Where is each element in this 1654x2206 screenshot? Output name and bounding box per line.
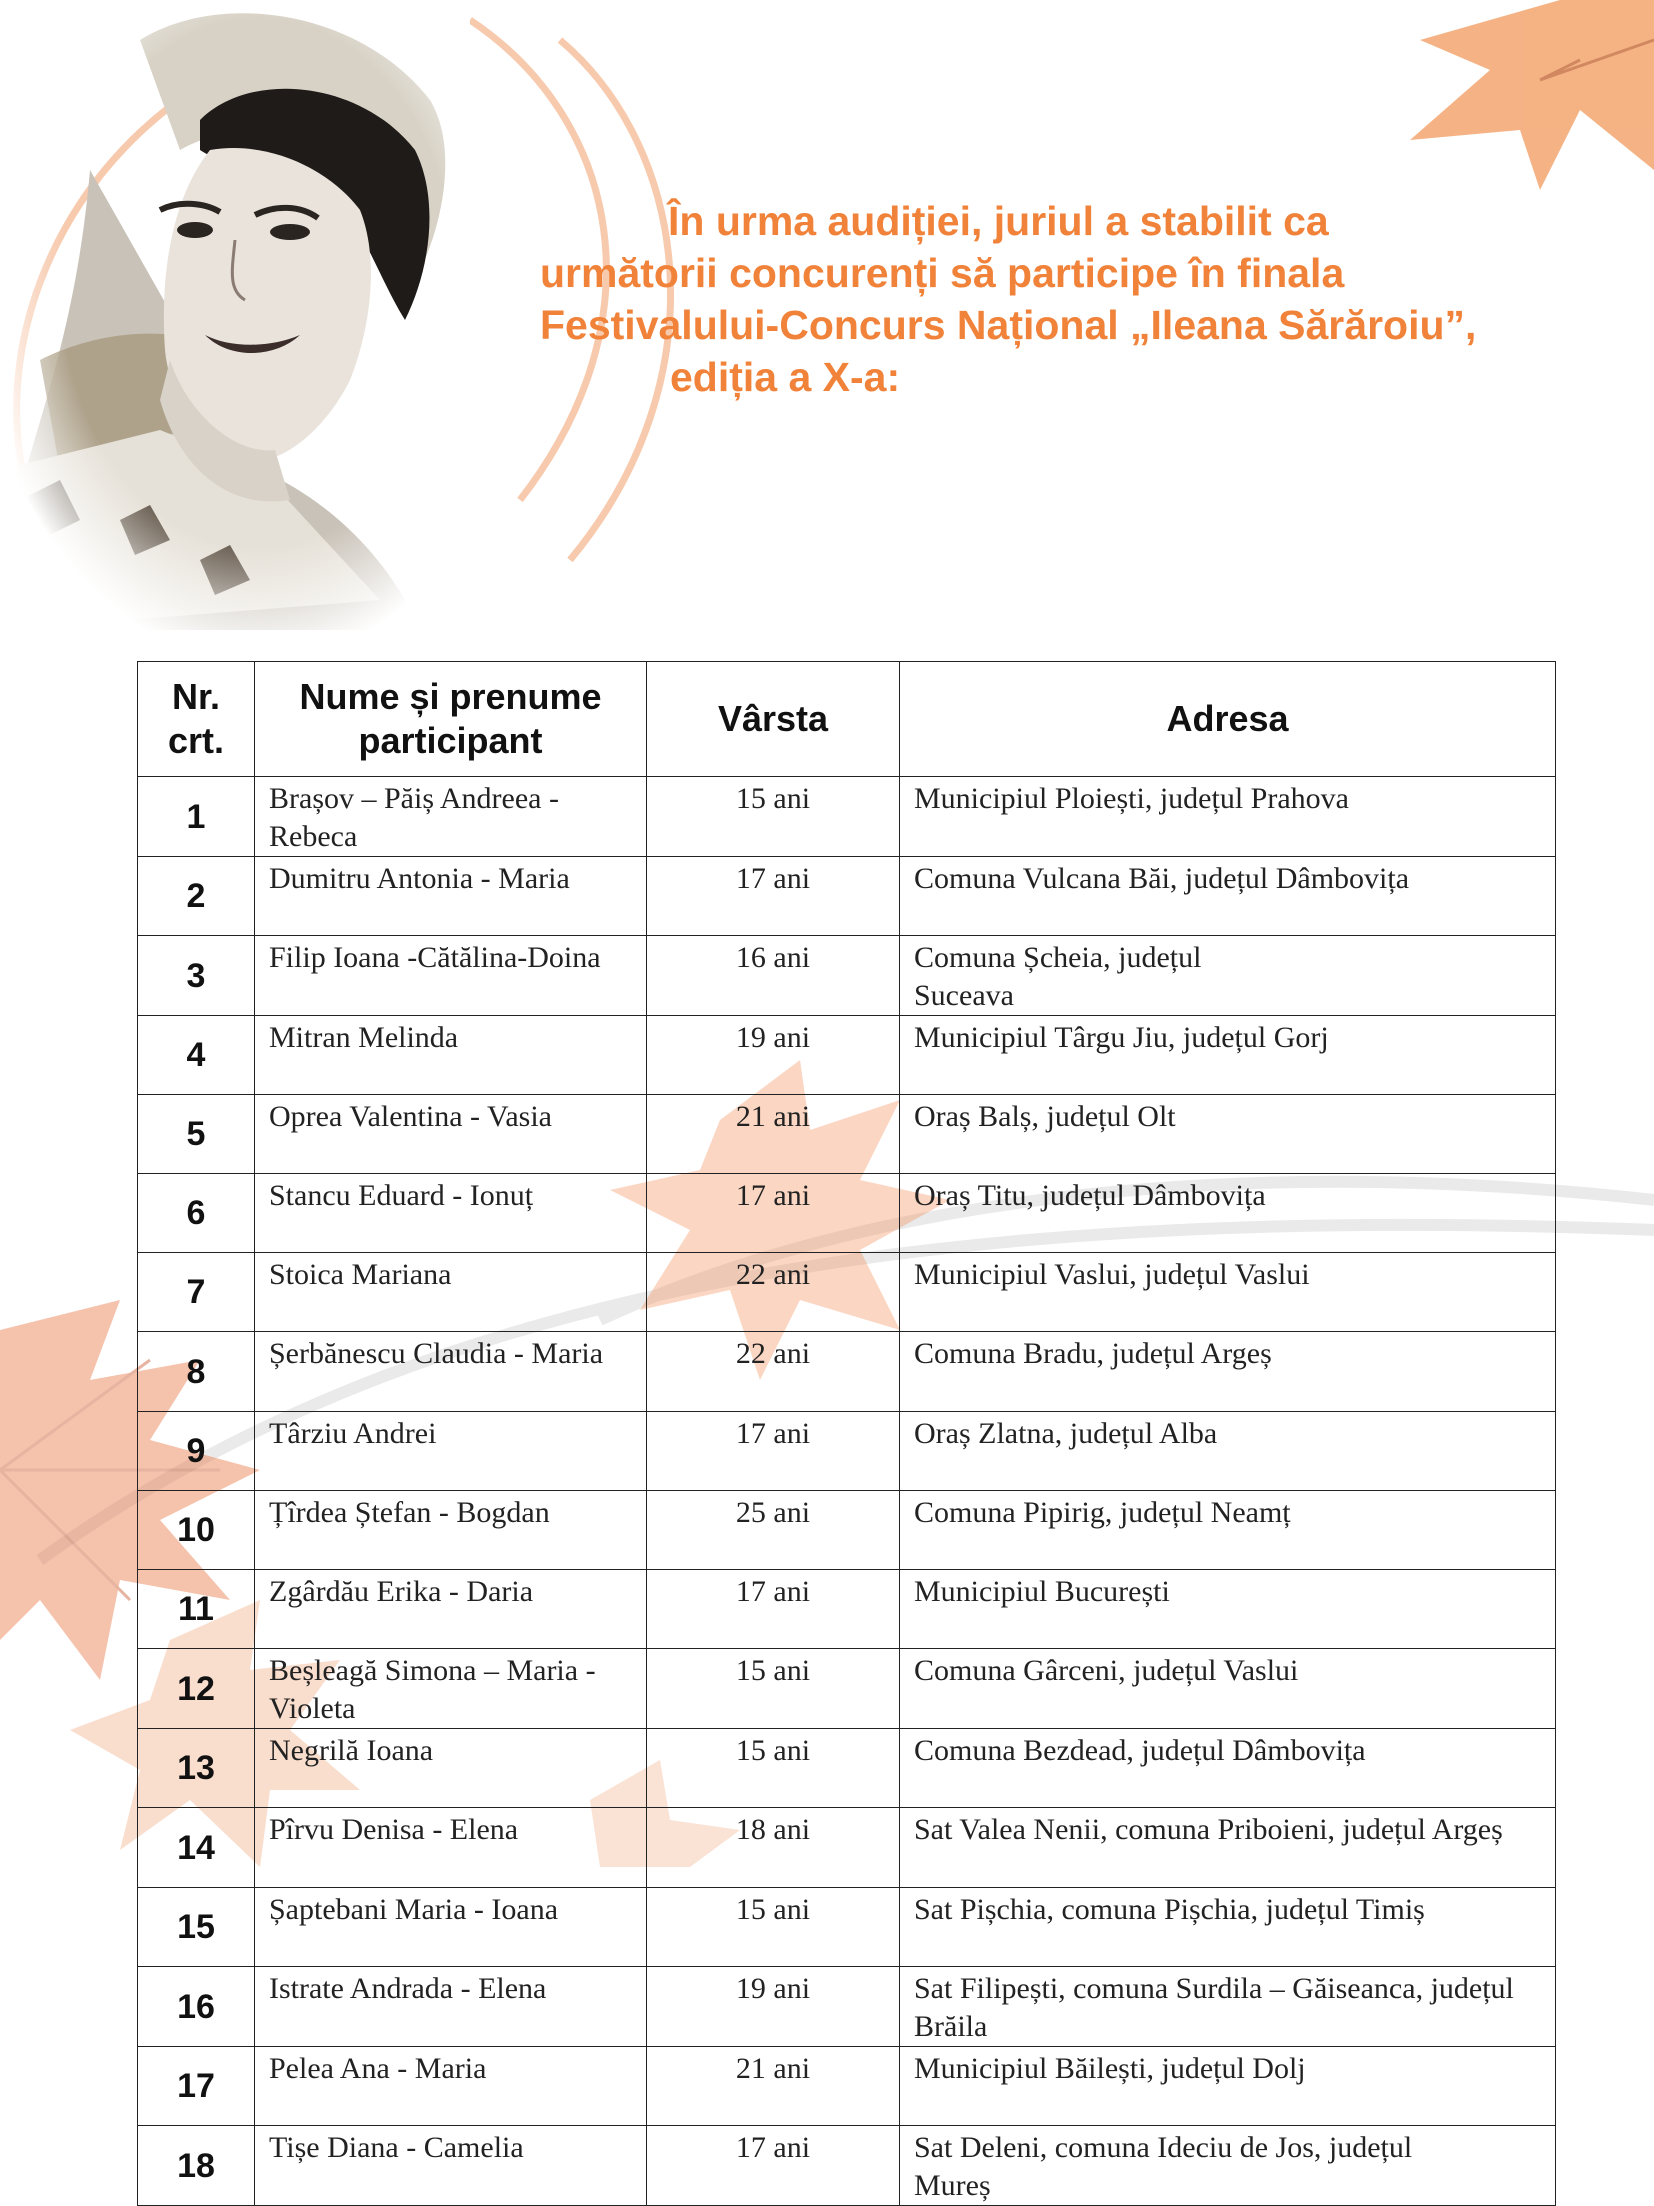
table-row xyxy=(138,1095,1556,1174)
heading-line-1: În urma audiției, juriul a stabilit ca xyxy=(668,198,1329,244)
table-row xyxy=(138,1808,1556,1888)
participant-age: 22 ani xyxy=(647,1253,900,1332)
participant-age: 19 ani xyxy=(647,1016,900,1095)
table-row xyxy=(138,2126,1556,2206)
column-header-address: Adresa xyxy=(900,662,1556,777)
participant-name: Istrate Andrada - Elena xyxy=(255,1967,647,2047)
table-row xyxy=(138,857,1556,936)
table-row xyxy=(138,2047,1556,2126)
participant-name: Dumitru Antonia - Maria xyxy=(255,857,647,936)
participant-age: 21 ani xyxy=(647,1095,900,1174)
column-header-name: Nume și prenume participant xyxy=(255,662,647,777)
table-row xyxy=(138,1174,1556,1253)
heading-line-3: Festivalului-Concurs Național „Ileana Sărăroiu”, xyxy=(540,302,1477,348)
participant-name: Beșleagă Simona – Maria - Violeta xyxy=(255,1649,647,1729)
participant-name: Țîrdea Ștefan - Bogdan xyxy=(255,1491,647,1570)
participant-age: 21 ani xyxy=(647,2047,900,2126)
participant-name: Oprea Valentina - Vasia xyxy=(255,1095,647,1174)
participant-address: Municipiul Vaslui, județul Vaslui xyxy=(900,1253,1556,1332)
participant-age: 15 ani xyxy=(647,777,900,857)
participant-address: Sat Valea Nenii, comuna Priboieni, județul Argeș xyxy=(900,1808,1556,1888)
participant-address: Municipiul București xyxy=(900,1570,1556,1649)
participant-address: Comuna Bradu, județul Argeș xyxy=(900,1332,1556,1412)
participant-age: 17 ani xyxy=(647,2126,900,2206)
table-row xyxy=(138,777,1556,857)
table-row xyxy=(138,1888,1556,1967)
row-number: 8 xyxy=(138,1332,255,1412)
announcement-heading xyxy=(520,195,1640,403)
column-header-age: Vârsta xyxy=(647,662,900,777)
table-row xyxy=(138,1491,1556,1570)
row-number: 15 xyxy=(138,1888,255,1967)
row-number: 7 xyxy=(138,1253,255,1332)
row-number: 18 xyxy=(138,2126,255,2206)
participants-table xyxy=(137,661,1556,2206)
participant-name: Tișe Diana - Camelia xyxy=(255,2126,647,2206)
participant-age: 18 ani xyxy=(647,1808,900,1888)
participant-name: Pîrvu Denisa - Elena xyxy=(255,1808,647,1888)
participant-address: Sat Pișchia, comuna Pișchia, județul Timiș xyxy=(900,1888,1556,1967)
table-row xyxy=(138,936,1556,1016)
participant-age: 19 ani xyxy=(647,1967,900,2047)
row-number: 5 xyxy=(138,1095,255,1174)
participant-name: Stoica Mariana xyxy=(255,1253,647,1332)
participant-age: 15 ani xyxy=(647,1888,900,1967)
participant-address: Oraș Zlatna, județul Alba xyxy=(900,1412,1556,1491)
participant-name: Brașov – Păiș Andreea - Rebeca xyxy=(255,777,647,857)
participant-name: Mitran Melinda xyxy=(255,1016,647,1095)
participant-address: Municipiul Băilești, județul Dolj xyxy=(900,2047,1556,2126)
participant-name: Filip Ioana -Cătălina-Doina xyxy=(255,936,647,1016)
participant-age: 15 ani xyxy=(647,1649,900,1729)
row-number: 16 xyxy=(138,1967,255,2047)
participant-address: Comuna Pipirig, județul Neamț xyxy=(900,1491,1556,1570)
heading-line-4: ediția a X-a: xyxy=(670,354,901,400)
row-number: 9 xyxy=(138,1412,255,1491)
participant-address: Sat Deleni, comuna Ideciu de Jos, județul Mureș xyxy=(900,2126,1556,2206)
row-number: 4 xyxy=(138,1016,255,1095)
table-row xyxy=(138,1729,1556,1808)
participant-address: Municipiul Târgu Jiu, județul Gorj xyxy=(900,1016,1556,1095)
participant-age: 16 ani xyxy=(647,936,900,1016)
participant-age: 17 ani xyxy=(647,1174,900,1253)
participant-name: Negrilă Ioana xyxy=(255,1729,647,1808)
row-number: 10 xyxy=(138,1491,255,1570)
row-number: 2 xyxy=(138,857,255,936)
participant-address: Comuna Șcheia, județul Suceava xyxy=(900,936,1556,1016)
participant-age: 15 ani xyxy=(647,1729,900,1808)
participant-age: 25 ani xyxy=(647,1491,900,1570)
table-row xyxy=(138,1967,1556,2047)
table-row xyxy=(138,1253,1556,1332)
table-header-row xyxy=(138,662,1556,777)
table-row xyxy=(138,1332,1556,1412)
participant-address: Comuna Gârceni, județul Vaslui xyxy=(900,1649,1556,1729)
participant-name: Șerbănescu Claudia - Maria xyxy=(255,1332,647,1412)
row-number: 3 xyxy=(138,936,255,1016)
row-number: 12 xyxy=(138,1649,255,1729)
portrait-illustration xyxy=(0,0,470,630)
participant-name: Târziu Andrei xyxy=(255,1412,647,1491)
participant-name: Stancu Eduard - Ionuț xyxy=(255,1174,647,1253)
participant-address: Oraș Balș, județul Olt xyxy=(900,1095,1556,1174)
heading-line-2: următorii concurenți să participe în finala xyxy=(540,250,1345,296)
row-number: 6 xyxy=(138,1174,255,1253)
table-row xyxy=(138,1412,1556,1491)
participant-name: Șaptebani Maria - Ioana xyxy=(255,1888,647,1967)
participant-address: Oraș Titu, județul Dâmbovița xyxy=(900,1174,1556,1253)
row-number: 13 xyxy=(138,1729,255,1808)
row-number: 1 xyxy=(138,777,255,857)
row-number: 11 xyxy=(138,1570,255,1649)
participant-age: 17 ani xyxy=(647,1412,900,1491)
participant-age: 22 ani xyxy=(647,1332,900,1412)
participant-age: 17 ani xyxy=(647,1570,900,1649)
participant-address: Comuna Vulcana Băi, județul Dâmbovița xyxy=(900,857,1556,936)
participant-address: Municipiul Ploiești, județul Prahova xyxy=(900,777,1556,857)
maple-leaf-icon xyxy=(1410,0,1654,190)
participant-age: 17 ani xyxy=(647,857,900,936)
table-row xyxy=(138,1570,1556,1649)
participant-name: Zgârdău Erika - Daria xyxy=(255,1570,647,1649)
table-row xyxy=(138,1016,1556,1095)
participant-address: Sat Filipești, comuna Surdila – Găiseanca, județul Brăila xyxy=(900,1967,1556,2047)
row-number: 17 xyxy=(138,2047,255,2126)
table-row xyxy=(138,1649,1556,1729)
participant-name: Pelea Ana - Maria xyxy=(255,2047,647,2126)
column-header-nr: Nr. crt. xyxy=(138,662,255,777)
participant-address: Comuna Bezdead, județul Dâmbovița xyxy=(900,1729,1556,1808)
row-number: 14 xyxy=(138,1808,255,1888)
